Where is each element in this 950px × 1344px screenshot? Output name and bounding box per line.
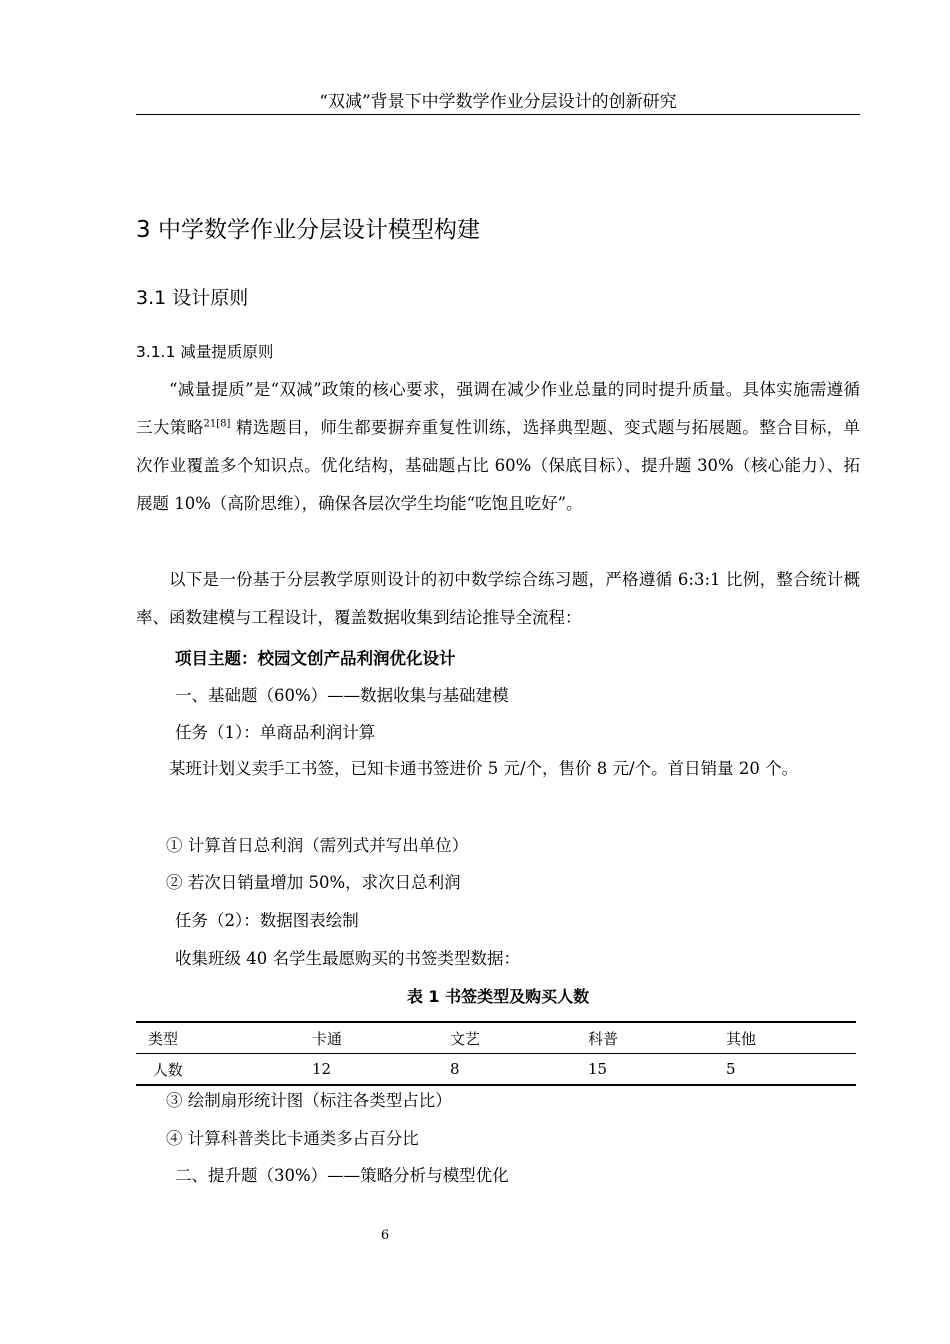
table-header-cell: 科普 [576, 1022, 714, 1054]
table-cell: 12 [300, 1054, 438, 1086]
part2-title: 二、提升题（30%）——策略分析与模型优化 [175, 1166, 509, 1185]
question-1: ① 计算首日总利润（需列式并写出单位） [166, 836, 469, 855]
table-header-cell: 类型 [136, 1022, 300, 1054]
header-rule [136, 114, 860, 115]
paragraph-text: “减量提质”是“双减”政策的核心要求，强调在减少作业总量的同时提升质量。具体实施需遵循三大策略 [136, 380, 860, 437]
page-number: 6 [380, 1228, 390, 1243]
section-heading: 3.1 设计原则 [136, 287, 249, 309]
question-3: ③ 绘制扇形统计图（标注各类型占比） [166, 1091, 452, 1110]
project-title: 项目主题：校园文创产品利润优化设计 [175, 649, 456, 668]
table-header-cell: 文艺 [438, 1022, 576, 1054]
table-header-row [136, 1022, 856, 1054]
question-4: ④ 计算科普类比卡通类多占百分比 [166, 1129, 419, 1148]
table-caption: 表 1 书签类型及购买人数 [406, 987, 590, 1006]
question-2: ② 若次日销量增加 50%，求次日总利润 [166, 873, 461, 892]
table-row [136, 1054, 856, 1086]
task2-title: 任务（2）：数据图表绘制 [175, 911, 359, 930]
table-cell: 5 [714, 1054, 856, 1086]
table-header-cell: 其他 [714, 1022, 856, 1054]
paragraph-intro [136, 561, 860, 637]
table-cell: 15 [576, 1054, 714, 1086]
running-header: “双减”背景下中学数学作业分层设计的创新研究 [319, 92, 677, 112]
paragraph-text: 某班计划义卖手工书签，已知卡通书签进价 5 元/个，售价 8 元/个。首日销量 20 个。 [169, 759, 799, 778]
table-cell: 人数 [136, 1054, 300, 1086]
paragraph-text: 以下是一份基于分层教学原则设计的初中数学综合练习题，严格遵循 6:3:1 比例，整合统计概率、函数建模与工程设计，覆盖数据收集到结论推导全流程： [136, 570, 860, 627]
subsection-heading: 3.1.1 减量提质原则 [136, 343, 274, 361]
part1-title: 一、基础题（60%）——数据收集与基础建模 [175, 686, 509, 705]
table-cell: 8 [438, 1054, 576, 1086]
paragraph-principle [136, 371, 860, 523]
bookmark-type-table [136, 1021, 856, 1086]
task2-description: 收集班级 40 名学生最愿购买的书签类型数据： [175, 949, 520, 968]
chapter-heading: 3 中学数学作业分层设计模型构建 [136, 217, 480, 243]
paragraph-text: 精选题目，师生都要摒弃重复性训练，选择典型题、变式题与拓展题。整合目标，单次作业覆盖多个知识点。优化结构，基础题占比 60%（保底目标）、提升题 30%（核心能力）、拓展题 10%（高阶思维），确保各层次学生均能“吃饱且吃好”。 [136, 418, 860, 513]
task1-description [136, 750, 860, 788]
table-header-cell: 卡通 [300, 1022, 438, 1054]
task1-title: 任务（1）：单商品利润计算 [175, 723, 376, 742]
citation-mark: 21[8] [203, 418, 231, 430]
